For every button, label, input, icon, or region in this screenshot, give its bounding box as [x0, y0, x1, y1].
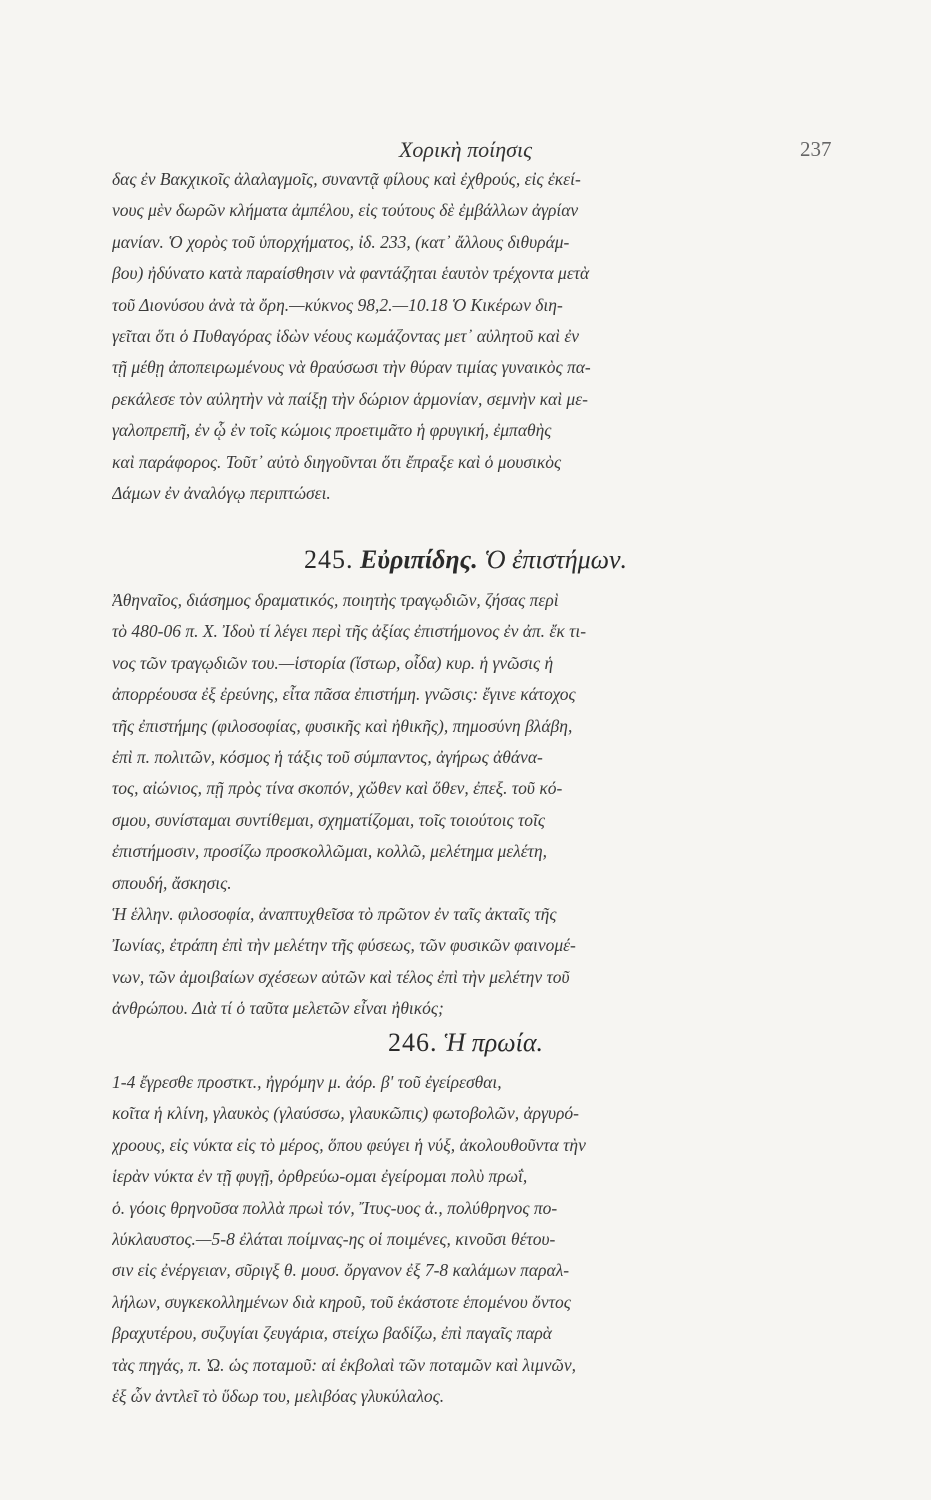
text-line: ἐπιστήμοσιν, προσίζω προσκολλῶμαι, κολλῶ, μελέτημα μελέτη, — [112, 841, 547, 862]
text-line: τῆς ἐπιστήμης (φιλοσοφίας, φυσικῆς καὶ ἠθικῆς), πημοσύνη βλάβη, — [112, 715, 573, 736]
section-245-heading — [0, 545, 931, 575]
text-line: σμου, συνίσταμαι συντίθεμαι, σχηματίζομαι, τοῖς τοιούτοις τοῖς — [112, 809, 546, 830]
text-line: σπουδή, ἄσκησις. — [112, 872, 232, 893]
section-246-heading — [0, 1028, 931, 1058]
running-header-title: Χορικὴ ποίησις — [398, 137, 533, 162]
text-line: ἀπορρέουσα ἐξ ἐρεύνης, εἶτα πᾶσα ἐπιστήμη. γνῶσις: ἔγινε κάτοχος — [112, 684, 576, 705]
text-line: νους μὲν δωρῶν κλήματα ἀμπέλου, εἰς τούτους δὲ ἐμβάλλων ἀγρίαν — [112, 200, 579, 221]
text-line: γαλοπρεπῆ, ἐν ᾧ ἐν τοῖς κώμοις προετιμᾶτο ἡ φρυγική, ἐμπαθὴς — [112, 420, 552, 441]
text-line: μανίαν. Ὁ χορὸς τοῦ ὑπορχήματος, ἰδ. 233, (κατ᾽ ἄλλους διθυράμ- — [112, 231, 570, 252]
section-number: 246. — [387, 1028, 438, 1057]
text-line: χροους, εἰς νύκτα εἰς τὸ μέρος, ὅπου φεύγει ἡ νύξ, ἀκολουθοῦντα τὴν — [112, 1134, 586, 1155]
section-246-commentary — [112, 1067, 772, 1412]
text-line: λήλων, συγκεκολλημένων διὰ κηροῦ, τοῦ ἑκάστοτε ἑπομένου ὄντος — [112, 1291, 571, 1312]
text-line: τὸ 480-06 π. Χ. Ἰδοὺ τί λέγει περὶ τῆς ἀξίας ἐπιστήμονος ἐν ἀπ. ἔκ τι- — [112, 621, 587, 642]
text-line: καὶ παράφορος. Τοῦτ᾽ αὐτὸ διηγοῦνται ὅτι ἔπραξε καὶ ὁ μουσικὸς — [112, 451, 562, 472]
text-line: νος τῶν τραγῳδιῶν του.—ἱστορία (ἵστωρ, οἶδα) κυρ. ἡ γνῶσις ἡ — [112, 652, 554, 673]
section-245-commentary — [112, 585, 772, 1024]
text-line: βου) ἠδύνατο κατὰ παραίσθησιν νὰ φαντάζηται ἑαυτὸν τρέχοντα μετὰ — [112, 263, 590, 284]
text-line: ρεκάλεσε τὸν αὐλητὴν νὰ παίξῃ τὴν δώριον ἁρμονίαν, σεμνὴν καὶ με- — [112, 388, 588, 409]
page-number: 237 — [800, 137, 832, 161]
text-line: δας ἐν Βακχικοῖς ἀλαλαγμοῖς, συναντᾷ φίλους καὶ ἐχθρούς, εἰς ἐκεί- — [112, 169, 581, 189]
text-line: τος, αἰώνιος, πῇ πρὸς τίνα σκοπόν, χὤθεν καὶ ὅθεν, ἐπεξ. τοῦ κό- — [112, 778, 563, 799]
text-line: τοῦ Διονύσου ἀνὰ τὰ ὄρη.—κύκνος 98,2.—10.18 Ὁ Κικέρων διη- — [112, 294, 563, 315]
section-number: 245. — [303, 545, 354, 574]
text-line: βραχυτέρου, συζυγίαι ζευγάρια, στείχω βαδίζω, ἐπὶ παγαῖς παρὰ — [112, 1323, 552, 1344]
text-line: τὰς πηγάς, π. Ὠ. ὡς ποταμοῦ: αἱ ἐκβολαὶ τῶν ποταμῶν καὶ λιμνῶν, — [112, 1354, 577, 1375]
text-line: κοῖτα ἡ κλίνη, γλαυκὸς (γλαύσσω, γλαυκῶπις) φωτοβολῶν, ἀργυρό- — [112, 1103, 579, 1124]
text-line: νων, τῶν ἀμοιβαίων σχέσεων αὐτῶν καὶ τέλος ἐπὶ τὴν μελέτην τοῦ — [112, 966, 570, 987]
commentary-block-continued — [112, 164, 772, 509]
text-line: Ἀθηναῖος, διάσημος δραματικός, ποιητὴς τραγῳδιῶν, ζήσας περὶ — [112, 590, 559, 610]
text-line: λύκλαυστος.—5-8 ἐλάται ποίμνας-ης οἱ ποιμένες, κινοῦσι θέτου- — [112, 1228, 556, 1249]
text-line: ἐξ ὧν ἀντλεῖ τὸ ὕδωρ του, μελιβόας γλυκύλαλος. — [112, 1385, 445, 1406]
text-line: σιν εἰς ἐνέργειαν, σῦριγξ θ. μουσ. ὄργανον ἐξ 7-8 καλάμων παραλ- — [112, 1260, 570, 1281]
text-line: ἀνθρώπου. Διὰ τί ὁ ταῦτα μελετῶν εἶναι ἠθικός; — [112, 998, 444, 1019]
text-line: ἐπὶ π. πολιτῶν, κόσμος ἡ τάξις τοῦ σύμπαντος, ἀγήρως ἀθάνα- — [112, 746, 543, 767]
section-title: Ὁ ἐπιστήμων. — [484, 545, 628, 574]
text-line: Ἡ ἑλλην. φιλοσοφία, ἀναπτυχθεῖσα τὸ πρῶτον ἐν ταῖς ἀκταῖς τῆς — [112, 903, 557, 924]
text-line: γεῖται ὅτι ὁ Πυθαγόρας ἰδὼν νέους κωμάζοντας μετ᾽ αὐλητοῦ καὶ ἐν — [112, 325, 580, 346]
text-line: 1-4 ἔγρεσθε προστκτ., ἠγρόμην μ. ἀόρ. β' τοῦ ἐγείρεσθαι, — [112, 1072, 502, 1092]
text-line: ὁ. γόοις θρηνοῦσα πολλὰ πρωὶ τόν, Ἴτυς-υος ἀ., πολύθρηνος πο- — [112, 1197, 558, 1218]
text-line: τῇ μέθῃ ἀποπειρωμένους νὰ θραύσωσι τὴν θύραν τιμίας γυναικὸς πα- — [112, 357, 591, 378]
text-line: ἱερὰν νύκτα ἐν τῇ φυγῇ, ὀρθρεύω-ομαι ἐγείρομαι πολὺ πρωΐ, — [112, 1166, 528, 1187]
section-author: Εὐριπίδης. — [359, 545, 478, 574]
section-title: Ἡ πρωία. — [443, 1028, 544, 1057]
text-line: Ἰωνίας, ἐτράπη ἐπὶ τὴν μελέτην τῆς φύσεως, τῶν φυσικῶν φαινομέ- — [112, 935, 576, 956]
text-line: Δάμων ἐν ἀναλόγῳ περιπτώσει. — [112, 482, 331, 503]
